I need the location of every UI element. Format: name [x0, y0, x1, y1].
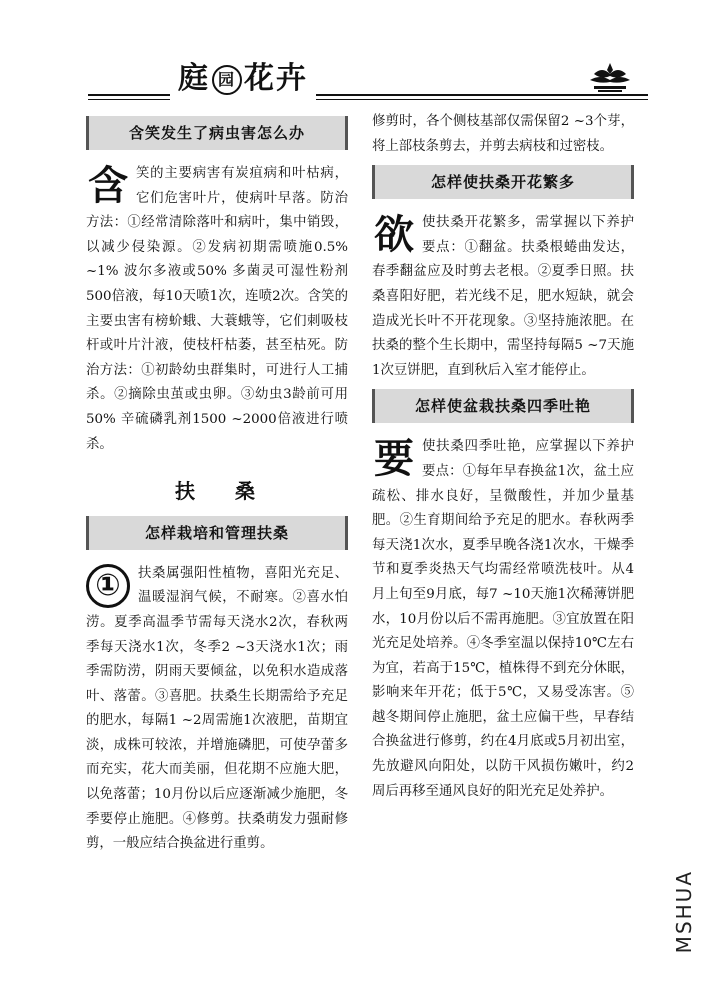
article-body: 使扶桑开花繁多，需掌握以下养护要点：①翻盆。扶桑根蜷曲发达，春季翻盆应及时剪去老根。②夏季日照。扶桑喜阳好肥，若光线不足，肥水短缺，就会造成光长叶不开花现象。③坚持施浓肥。在扶桑的整个生长期中，需坚持每隔5 ~7天施1次豆饼肥，直到秋后入室才能停止。	[372, 215, 634, 378]
article-body: 扶桑属强阳性植物，喜阳光充足、温暖湿润气候，不耐寒。②喜水怕涝。夏季高温季节需每天浇水2次，春秋两季每天浇水1次，冬季2 ~3天浇水1次；雨季需防涝，阴雨天要倾盆，以免积水造成落叶、落蕾。③喜肥。扶桑生长期需给予充足的肥水，每隔1 ~2周需施1次液肥，苗期宜淡，成株可较浓，并增施磷肥，可使孕蕾多而充实，花大而美丽，但花期不应施大肥，以免落蕾；10月份以后应逐渐减少施肥，冬季要停止施肥。④修剪。扶桑萌发力强耐修剪，一般应结合换盆进行重剪。	[86, 565, 348, 852]
right-column	[372, 110, 634, 804]
watermark-text: MSHUA	[672, 870, 696, 954]
title-char: 庭	[178, 61, 210, 96]
drop-cap: ①	[86, 564, 130, 608]
article-body-continued: 修剪时，各个侧枝基部仅需保留2 ~3个芽，将上部枝条剪去，并剪去病枝和过密枝。	[372, 114, 634, 154]
drop-cap: 要	[374, 436, 414, 483]
drop-cap: 含	[88, 163, 128, 209]
flower-emblem-icon	[586, 60, 634, 94]
article-heading: 怎样使扶桑开花繁多	[372, 165, 634, 199]
article-heading: 怎样使盆栽扶桑四季吐艳	[372, 389, 634, 423]
article-heading: 怎样栽培和管理扶桑	[86, 516, 348, 550]
drop-cap: 欲	[374, 212, 414, 259]
article-heading: 含笑发生了病虫害怎么办	[86, 116, 348, 150]
left-column	[86, 110, 348, 857]
article-body: 笑的主要病害有炭疽病和叶枯病，它们危害叶片，使病叶早落。防治方法：①经常清除落叶和病叶，集中销毁，以减少侵染源。②发病初期需喷施0.5% ~1% 波尔多液或50% 多菌灵可湿性粉剂500倍液，每10天喷1次，连喷2次。含笑的主要虫害有榜蚧蛾、大蓑蛾等，它们刺吸枝杆或叶片汁液，使枝杆枯萎，甚至枯死。防治方法：①初龄幼虫群集时，可进行人工捕杀。②摘除虫茧或虫卵。③幼虫3龄前可用50% 辛硫磷乳剂1500 ~2000倍液进行喷杀。	[86, 166, 348, 452]
section-title: 扶桑	[175, 479, 295, 504]
column-title	[170, 56, 316, 102]
title-tail: 花卉	[244, 61, 308, 96]
page-header	[88, 56, 648, 106]
title-circled-char: 园	[212, 65, 242, 95]
article-body: 使扶桑四季吐艳，应掌握以下养护要点：①每年早春换盆1次，盆土应疏松、排水良好，呈微酸性，并加少量基肥。②生育期间给予充足的肥水。春秋两季每天浇1次水，夏季早晚各浇1次水，干燥季节和夏季炎热天气均需经常喷洗枝叶。从4月上旬至9月底，每7 ~10天施1次稀薄饼肥水，10月份以后不需再施肥。③宜放置在阳光充足处培养。④冬季室温以保持10℃左右为宜，若高于15℃，植株得不到充分休眠，影响来年开花；低于5℃，又易受冻害。⑤越冬期间停止施肥，盆土应偏干些，早春结合换盆进行修剪，约在4月底或5月初出室，先放避风向阳处，以防干风损伤嫩叶，约2周后再移至通风良好的阳光充足处养护。	[372, 439, 634, 799]
